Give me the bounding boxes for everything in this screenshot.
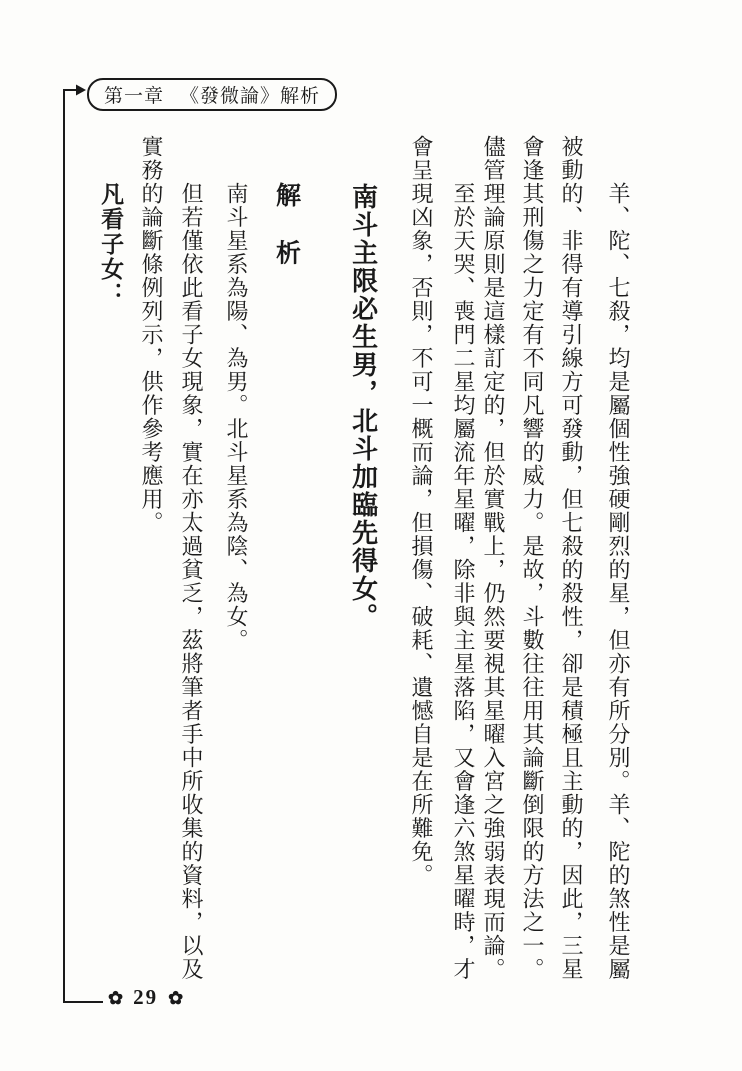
text-column-11: 實務的論斷條例列示，供作參考應用。	[138, 135, 164, 535]
page-number-value: 29	[133, 985, 159, 1009]
chapter-title: 《發微論》解析	[180, 86, 321, 107]
text-column-2: 被動的、非得有導引線方可發動，但七殺的殺性，卻是積極且主動的，因此，三星	[558, 135, 584, 981]
section-heading: 解析	[272, 182, 300, 297]
text-column-3: 會逢其刑傷之力定有不同凡響的威力。是故，斗數往往用其論斷倒限的方法之一。	[519, 135, 545, 981]
flower-icon: ✿	[108, 987, 124, 1008]
text-column-4: 儘管理論原則是這樣訂定的，但於實戰上，仍然要視其星曜入宮之強弱表現而論。	[480, 135, 506, 981]
text-column-10: 但若僅依此看子女現象，實在亦太過貧乏，茲將筆者手中所收集的資料，以及	[178, 182, 204, 981]
chapter-label: 第一章	[103, 86, 164, 107]
verse-quote: 南斗主限必生男，北斗加臨先得女。	[348, 183, 378, 631]
subject-label: 凡看子女：	[98, 182, 124, 307]
text-column-6: 會呈現凶象，否則，不可一概而論，但損傷、破耗、遺憾自是在所難免。	[408, 135, 434, 887]
flower-icon: ✿	[168, 987, 184, 1008]
arrow-head-icon	[76, 85, 86, 96]
chapter-header-box	[87, 78, 337, 111]
text-column-5: 至於天哭、喪門二星均屬流年星曜，除非與主星落陷，又會逢六煞星曜時，才	[450, 182, 476, 981]
text-column-1: 羊、陀、七殺，均是屬個性強硬剛烈的星，但亦有所分別。羊、陀的煞性是屬	[605, 182, 631, 981]
page-number	[108, 985, 183, 1010]
text-column-9: 南斗星系為陽、為男。北斗星系為陰、為女。	[223, 182, 249, 652]
